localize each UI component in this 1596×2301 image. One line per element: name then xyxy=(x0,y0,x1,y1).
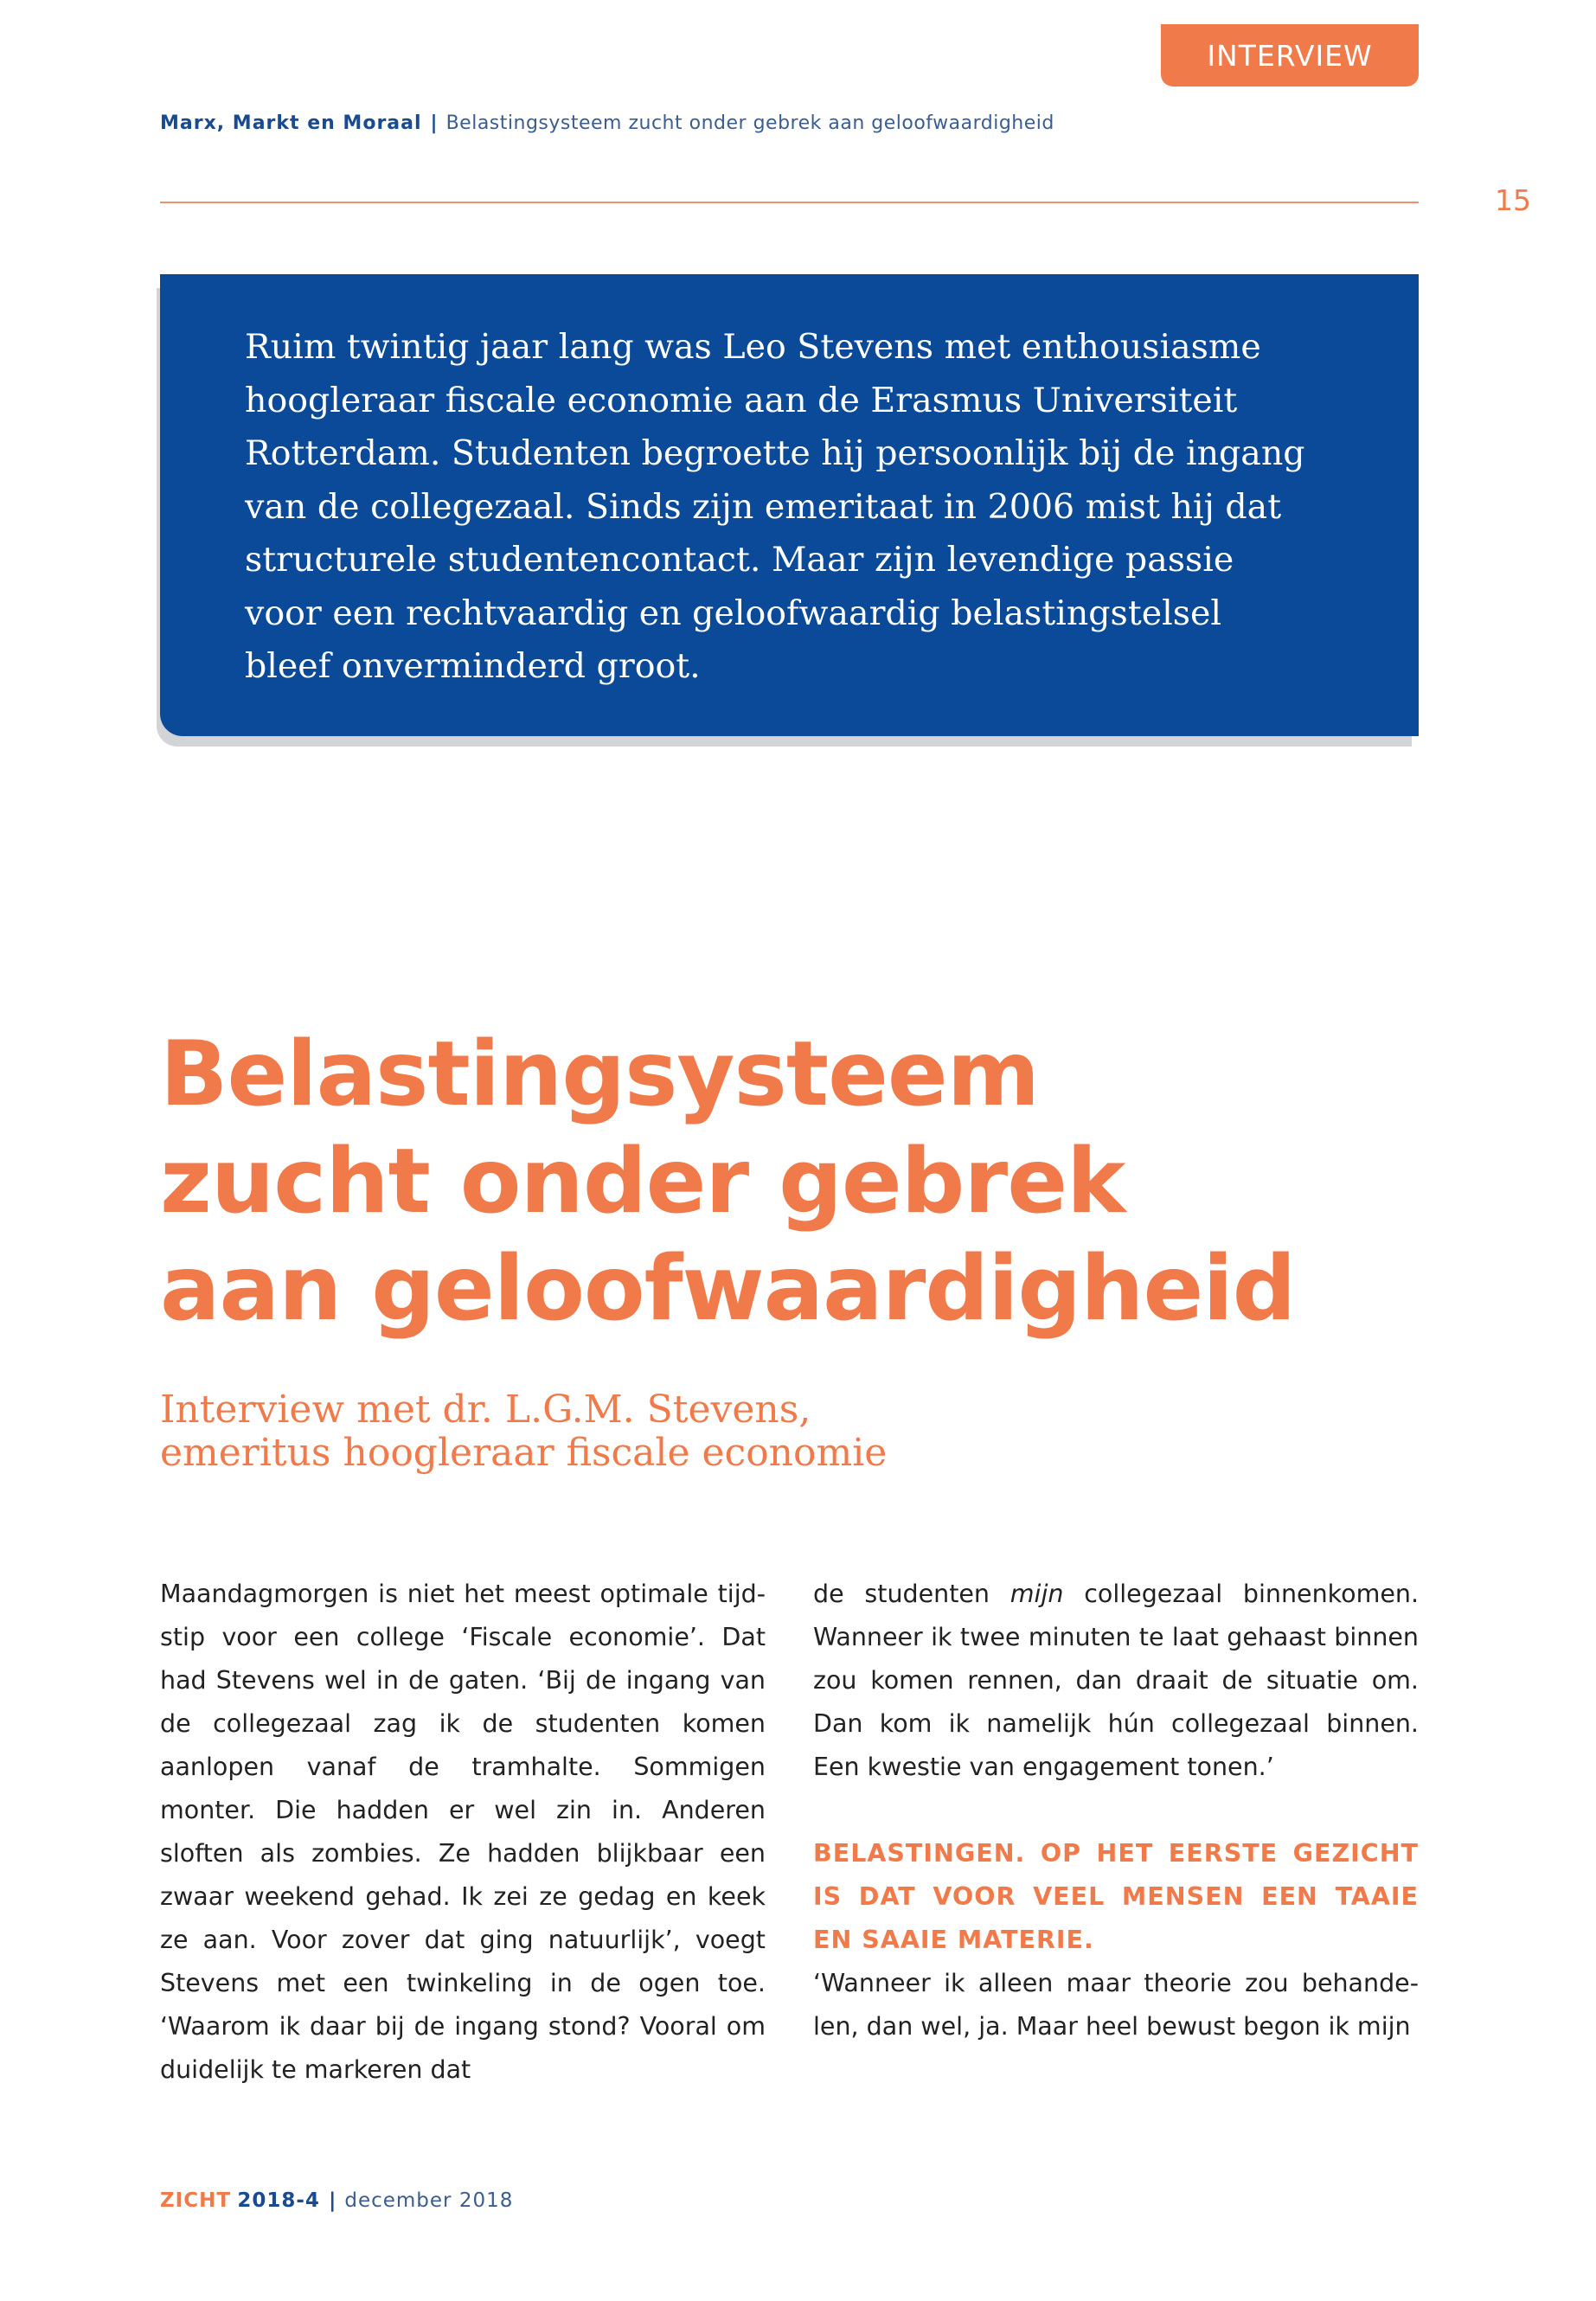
interview-question: BELASTINGEN. OP HET EERSTE GEZICHT IS DAT VOOR VEEL MENSEN EEN TAAIE EN SAAIE MATERIE. xyxy=(813,1839,1419,1954)
running-head-separator: | xyxy=(430,112,438,134)
running-head xyxy=(160,112,1054,134)
headline-line-2: zucht onder gebrek xyxy=(160,1130,1125,1234)
interview-answer: ‘Wanneer ik alleen maar theorie zou behandelen, dan wel, ja. Maar heel bewust begon ik mijn xyxy=(813,1969,1419,2041)
body-paragraph: Maandagmorgen is niet het meest optimale tijdstip voor een college ‘Fiscale economie’. Dat had Stevens wel in de gaten. ‘Bij de ingang van de collegezaal zag ik de studenten komen aanlopen vanaf de tramhalte. Sommigen monter. Die hadden er wel zin in. Anderen sloften als zombies. Ze hadden blijkbaar een zwaar weekend gehad. Ik zei ze gedag en keek ze aan. Voor zover dat ging natuurlijk’, voegt Stevens met een twinkeling in de ogen toe. ‘Waarom ik daar bij de ingang stond? Vooral om duidelijk te markeren dat xyxy=(160,1580,766,2084)
headline-line-1: Belastingsysteem xyxy=(160,1022,1040,1126)
body-column-right xyxy=(813,1573,1419,2048)
body-text: collegezaal binnenkomen. Wanneer ik twee minuten te laat gehaast binnen zou komen rennen, dan draait de situatie om. Dan kom ik namelijk hún collegezaal binnen. Een kwestie van engagement tonen.’ xyxy=(813,1580,1420,1781)
subtitle-line-1: Interview met dr. L.G.M. Stevens, xyxy=(160,1388,811,1432)
page-footer xyxy=(160,2189,513,2212)
body-column-left xyxy=(160,1573,766,2092)
article-subtitle xyxy=(160,1388,1371,1475)
section-tag: INTERVIEW xyxy=(1161,24,1419,87)
series-title: Marx, Markt en Moraal xyxy=(160,112,422,134)
intro-text: Ruim twintig jaar lang was Leo Stevens met enthousiasme hoogleraar fiscale economie aan de Erasmus Universiteit Rotterdam. Studenten begroette hij persoonlijk bij de ingang van de collegezaal. Sinds zijn emeritaat in 2006 mist hij dat structurele studentencontact. Maar zijn levendige passie voor een rechtvaardig en geloofwaardig belastingstelsel bleef onverminderd groot. xyxy=(245,327,1305,686)
issue-number: 2018-4 xyxy=(237,2189,320,2212)
intro-box xyxy=(160,274,1419,736)
subtitle-line-2: emeritus hoogleraar fiscale economie xyxy=(160,1431,888,1475)
body-text: de studenten xyxy=(813,1580,1010,1608)
magazine-name: ZICHT xyxy=(160,2189,232,2212)
article-headline xyxy=(160,1021,1458,1343)
body-paragraph-continued xyxy=(813,1573,1419,1789)
issue-date: december 2018 xyxy=(344,2189,514,2212)
page-number: 15 xyxy=(1495,183,1531,217)
headline-line-3: aan geloofwaardigheid xyxy=(160,1237,1296,1341)
emphasis-text: mijn xyxy=(1010,1580,1064,1608)
footer-separator: | xyxy=(328,2189,337,2212)
header-rule xyxy=(160,202,1419,203)
running-head-article-title: Belastingsysteem zucht onder gebrek aan geloofwaardigheid xyxy=(445,112,1054,134)
